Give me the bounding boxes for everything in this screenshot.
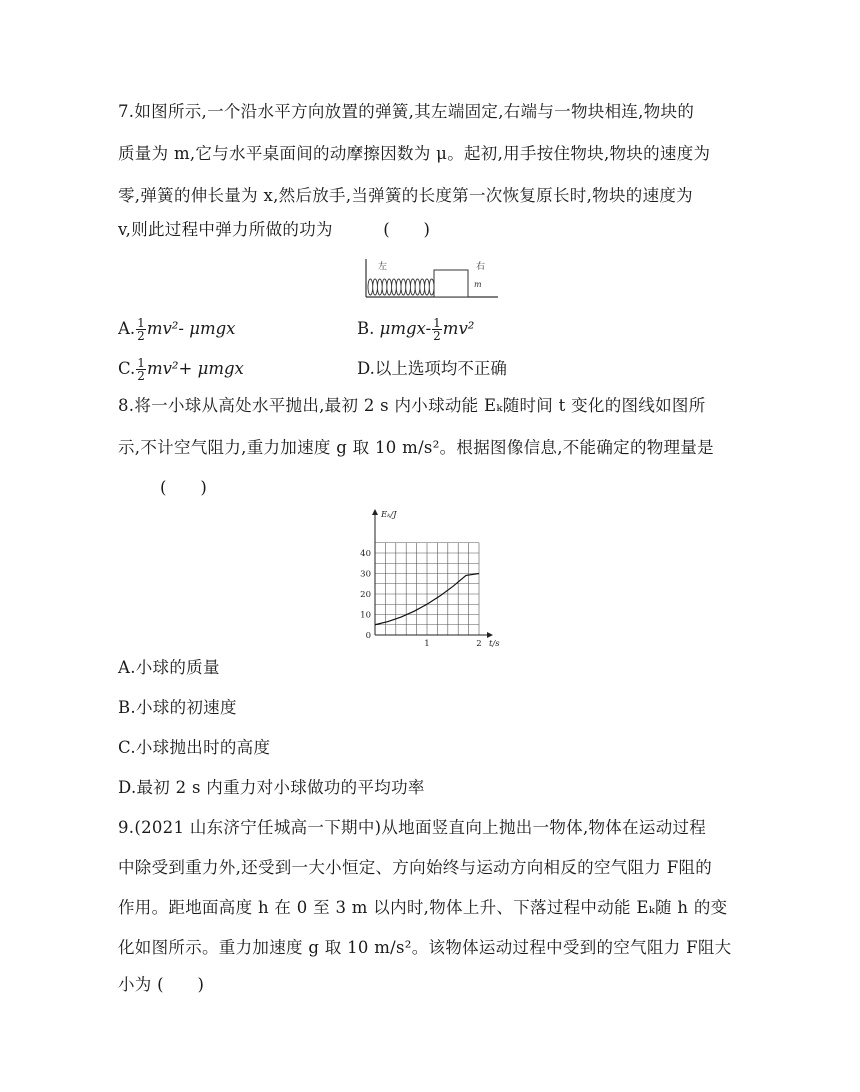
left-label: 左 [378,262,388,272]
q9-text-line-1: 9.(2021 山东济宁任城高一下期中)从地面竖直向上抛出一物体,物体在运动过程 [118,818,707,837]
y-axis-label: Eₖ/J [381,510,397,520]
mass-label: m [474,280,482,289]
q8-option-a[interactable]: A.小球的质量 [118,658,220,677]
block [434,270,468,297]
x-tick-label: 2 [476,639,482,647]
q7-text-line-1: 7.如图所示,一个沿水平方向放置的弹簧,其左端固定,右端与一物块相连,物块的 [118,102,695,121]
spring [368,279,434,295]
q7-spring-figure [358,255,503,305]
fraction: $\frac{1}{2}$ [137,356,145,383]
q8-option-b[interactable]: B.小球的初速度 [118,698,237,717]
q9-text-line-2: 中除受到重力外,还受到一大小恒定、方向始终与运动方向相反的空气阻力 F阻的 [118,858,713,877]
fraction: $\frac{1}{2}$ [137,316,145,343]
y-tick-label: 40 [360,549,371,559]
q7-option-b[interactable]: B. μmgx- $\frac{1}{2}$ mv² [357,316,475,343]
q7-option-c[interactable]: C. $\frac{1}{2}$ mv²+ μmgx [118,356,244,383]
q7-option-a[interactable]: A. $\frac{1}{2}$ mv²- μmgx [118,316,236,343]
q8-option-c[interactable]: C.小球抛出时的高度 [118,738,271,757]
q7-text-line-3: 零,弹簧的伸长量为 x,然后放手,当弹簧的长度第一次恢复原长时,物块的速度为 [118,186,693,205]
x-tick-label: 1 [424,639,430,647]
x-axis-arrow [487,632,493,638]
q7-text-line-4: v,则此过程中弹力所做的功为 ( ) [118,220,431,239]
q7-option-d[interactable]: D.以上选项均不正确 [357,359,507,378]
y-tick-label: 0 [365,631,371,641]
y-tick-label: 30 [360,569,371,580]
right-label: 右 [476,262,486,272]
y-tick-label: 10 [360,610,371,621]
y-tick-label: 20 [360,590,371,600]
x-axis-label: t/s [489,639,500,647]
q8-text-line-2: 示,不计空气阻力,重力加速度 g 取 10 m/s²。根据图像信息,不能确定的物理量是 [118,438,714,457]
fraction: $\frac{1}{2}$ [433,316,441,343]
y-axis-arrow [372,509,378,515]
q9-text-line-3: 作用。距地面高度 h 在 0 至 3 m 以内时,物体上升、下落过程中动能 Eₖ随 h 的变 [118,898,728,917]
q9-text-line-4: 化如图所示。重力加速度 g 取 10 m/s²。该物体运动过程中受到的空气阻力 F阻大 [118,938,732,957]
q8-ek-t-chart [350,505,510,647]
q8-option-d[interactable]: D.最初 2 s 内重力对小球做功的平均功率 [118,778,425,797]
q9-text-line-5: 小为 ( ) [118,975,205,994]
q8-text-line-3: ( ) [160,478,208,497]
q7-text-line-2: 质量为 m,它与水平桌面间的动摩擦因数为 μ。起初,用手按住物块,物块的速度为 [118,144,711,163]
q8-text-line-1: 8.将一小球从高处水平抛出,最初 2 s 内小球动能 Eₖ随时间 t 变化的图线如图所 [118,396,706,415]
